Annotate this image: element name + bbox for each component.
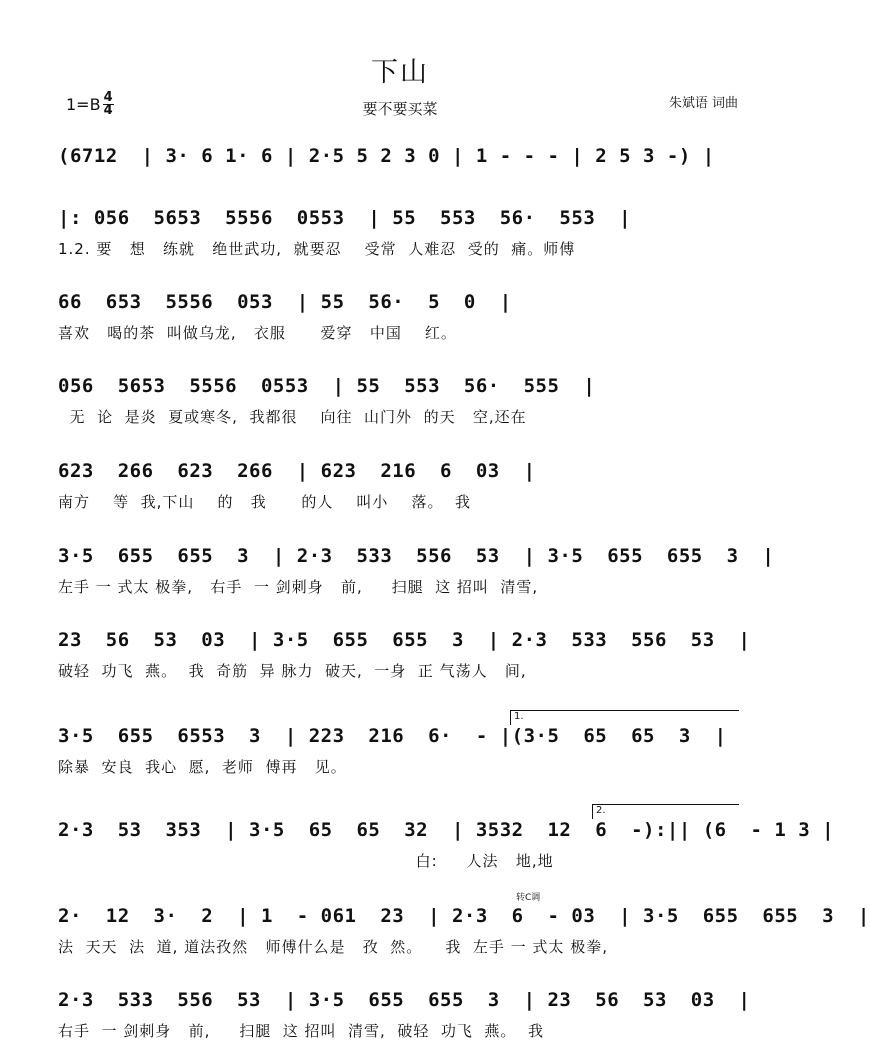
second-ending-bracket (592, 804, 739, 819)
author-credit: 朱斌语 词曲 (668, 96, 738, 111)
second-ending-label: 2. (596, 805, 606, 816)
notation: 623 266 623 266 | 623 216 6 03 | (58, 460, 536, 482)
time-top: 4 (103, 90, 113, 105)
song-subtitle: 要不要买菜 (362, 100, 438, 118)
notation: 2·3 53 353 | 3·5 65 65 32 | 3532 12 6 -):|| (6 - 1 3 | (58, 819, 835, 841)
notation: |: 056 5653 5556 0553 | 55 553 56· 553 | (58, 207, 632, 229)
key-signature (66, 92, 114, 117)
lyrics (58, 176, 748, 200)
lyrics: 1.2. 要 想 练就 绝世武功, 就要忍 受常 人难忍 受的 痛。师傅 (58, 240, 576, 258)
modulation-note: 转C调 (516, 893, 541, 903)
notation: 66 653 5556 053 | 55 56· 5 0 | (58, 291, 512, 313)
notation: 3·5 655 655 3 | 2·3 533 556 53 | 3·5 655 655 3 | (58, 545, 775, 567)
key-label: 1=B (66, 95, 101, 114)
notation: 056 5653 5556 0553 | 55 553 56· 555 | (58, 375, 596, 397)
lyrics: 法 天天 法 道, 道法孜然 师傅什么是 孜 然。 我 左手 一 式太 极拳, (58, 938, 608, 956)
notation: 23 56 53 03 | 3·5 655 655 3 | 2·3 533 556 53 | (58, 629, 751, 651)
notation: 3·5 655 6553 3 | 223 216 6· - |(3·5 65 65 3 | (58, 725, 727, 747)
song-title: 下山 (371, 57, 429, 88)
first-ending-bracket (510, 710, 739, 725)
lyrics: 喜欢 喝的茶 叫做乌龙, 衣服 爱穿 中国 红。 (58, 324, 457, 342)
notation: 2· 12 3· 2 | 1 - 061 23 | 2·3 6 - 03 | 3·5 655 655 3 | (58, 905, 870, 927)
first-ending-label: 1. (514, 711, 524, 722)
lyrics: 左手 一 式太 极拳, 右手 一 剑刺身 前, 扫腿 这 招叫 清雪, (58, 578, 539, 596)
lyrics: 破轻 功飞 燕。 我 奇筋 异 脉力 破天, 一身 正 气荡人 间, (58, 662, 527, 680)
time-signature (103, 92, 114, 117)
lyrics: 除暴 安良 我心 愿, 老师 傅再 见。 (58, 758, 347, 776)
lyrics: 南方 等 我,下山 的 我 的人 叫小 落。 我 (58, 493, 472, 511)
lyrics: 无 论 是炎 夏或寒冬, 我都很 向往 山门外 的天 空,还在 (58, 408, 527, 426)
time-bottom: 4 (103, 103, 113, 118)
notation: (6712 | 3· 6 1· 6 | 2·5 5 2 3 0 | 1 - - - | 2 5 3 -) | (58, 145, 715, 167)
lyrics: 右手 一 剑刺身 前, 扫腿 这 招叫 清雪, 破轻 功飞 燕。 我 (58, 1022, 544, 1040)
lyrics: 白: 人法 地,地 (58, 852, 554, 870)
notation: 2·3 533 556 53 | 3·5 655 655 3 | 23 56 53 03 | (58, 989, 751, 1011)
